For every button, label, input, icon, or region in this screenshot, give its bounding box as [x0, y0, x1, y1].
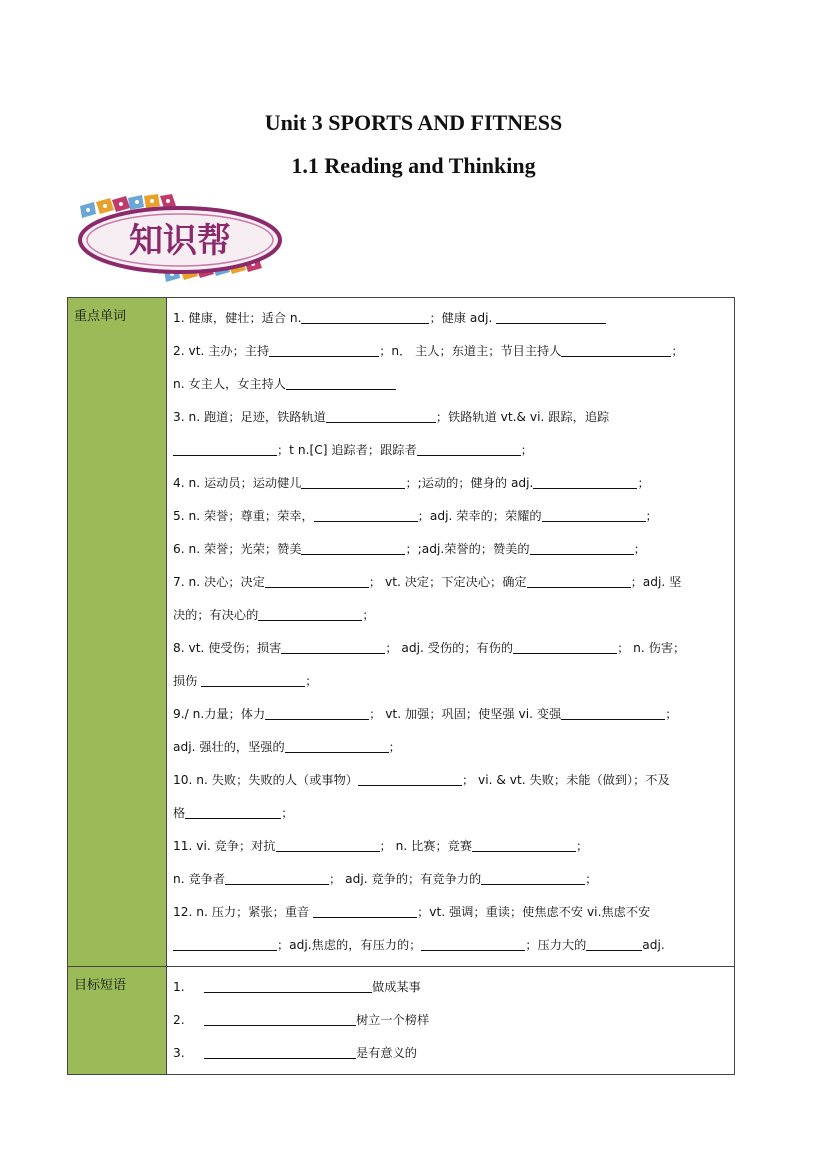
answer-blank[interactable]: [527, 573, 631, 588]
list-item: 2. 树立一个榜样: [173, 1013, 430, 1027]
answer-blank[interactable]: [204, 978, 372, 993]
list-item: 10. n. 失败；失败的人（或事物） ； vi. & vt. 失败；未能（做到）；不及: [173, 773, 670, 787]
answer-blank[interactable]: [586, 936, 642, 951]
answer-blank[interactable]: [265, 705, 369, 720]
section-row-phrases: [68, 967, 735, 1075]
vocabulary-table: [67, 297, 735, 1075]
list-item: ；t n.[C] 追踪者；跟踪者 ；: [173, 434, 728, 467]
answer-blank[interactable]: [530, 540, 634, 555]
list-item: 1. 做成某事: [173, 980, 421, 994]
section-label-phrases: 目标短语: [68, 967, 167, 1075]
list-item: adj. 强壮的，坚强的 ；: [173, 740, 401, 754]
answer-blank[interactable]: [201, 672, 305, 687]
answer-blank[interactable]: [421, 936, 525, 951]
page-subtitle: 1.1 Reading and Thinking: [291, 153, 536, 178]
answer-blank[interactable]: [533, 474, 637, 489]
answer-blank[interactable]: [542, 507, 646, 522]
list-item: 5. n. 荣誉；尊重；荣幸， ；adj. 荣幸的；荣耀的 ；: [173, 509, 658, 523]
answer-blank[interactable]: [513, 639, 617, 654]
list-item: 3. n. 跑道；足迹，铁路轨道 ；铁路轨道 vt.& vi. 跟踪，追踪: [173, 410, 610, 424]
list-item: 2. vt. 主办；主持 ；n． 主人；东道主；节目主持人 ；: [173, 344, 684, 358]
answer-blank[interactable]: [301, 474, 405, 489]
list-item: ；adj.焦虑的，有压力的； ；压力大的 adj.: [173, 929, 728, 962]
answer-blank[interactable]: [496, 309, 606, 324]
answer-blank[interactable]: [417, 441, 521, 456]
list-item: 3. 是有意义的: [173, 1046, 417, 1060]
answer-blank[interactable]: [258, 606, 362, 621]
answer-blank[interactable]: [301, 540, 405, 555]
answer-blank[interactable]: [173, 441, 277, 456]
answer-blank[interactable]: [173, 936, 277, 951]
list-item: 4. n. 运动员；运动健儿 ；;运动的；健身的 adj. ；: [173, 476, 650, 490]
list-item: 6. n. 荣誉；光荣；赞美 ；;adj.荣誉的；赞美的 ；: [173, 542, 646, 556]
answer-blank[interactable]: [204, 1011, 356, 1026]
section-row-vocabulary: [68, 298, 735, 967]
answer-blank[interactable]: [561, 705, 665, 720]
answer-blank[interactable]: [314, 507, 418, 522]
answer-blank[interactable]: [313, 903, 417, 918]
page-title: Unit 3 SPORTS AND FITNESS: [264, 110, 563, 135]
answer-blank[interactable]: [472, 837, 576, 852]
answer-blank[interactable]: [358, 771, 462, 786]
list-item: n. 竞争者 ； adj. 竞争的；有竞争力的 ；: [173, 872, 598, 886]
answer-blank[interactable]: [561, 342, 671, 357]
list-item: 9./ n.力量；体力 ； vt. 加强；巩固；使坚强 vi. 变强 ；: [173, 707, 678, 721]
list-item: 7. n. 决心；决定 ； vt. 决定；下定决心；确定 ；adj. 坚: [173, 575, 682, 589]
list-item: 11. vi. 竞争；对抗 ； n. 比赛；竞赛 ；: [173, 839, 589, 853]
answer-blank[interactable]: [276, 837, 380, 852]
answer-blank[interactable]: [204, 1044, 356, 1059]
phrase-items: [167, 967, 735, 1075]
answer-blank[interactable]: [185, 804, 281, 819]
list-item: 8. vt. 使受伤；损害 ； adj. 受伤的；有伤的 ； n. 伤害；: [173, 641, 686, 655]
section-label-vocabulary: 重点单词: [68, 298, 167, 967]
answer-blank[interactable]: [265, 573, 369, 588]
answer-blank[interactable]: [301, 309, 429, 324]
list-item: 损伤 ；: [173, 674, 318, 688]
list-item: n. 女主人，女主持人: [173, 368, 728, 401]
answer-blank[interactable]: [281, 639, 385, 654]
answer-blank[interactable]: [286, 375, 396, 390]
logo-zhishibang: [72, 192, 287, 292]
answer-blank[interactable]: [326, 408, 436, 423]
list-item: 1. 健康，健壮；适合 n. ；健康 adj.: [173, 302, 728, 335]
list-item: 决的；有决心的 ；: [173, 608, 375, 622]
answer-blank[interactable]: [285, 738, 389, 753]
list-item: 12. n. 压力；紧张；重音 ；vt. 强调；重读；使焦虑不安 vi.焦虑不安: [173, 905, 651, 919]
answer-blank[interactable]: [225, 870, 329, 885]
logo-text: 知识帮: [129, 221, 231, 261]
answer-blank[interactable]: [269, 342, 379, 357]
vocabulary-items: [167, 298, 735, 967]
list-item: 格 ；: [173, 806, 294, 820]
answer-blank[interactable]: [481, 870, 585, 885]
